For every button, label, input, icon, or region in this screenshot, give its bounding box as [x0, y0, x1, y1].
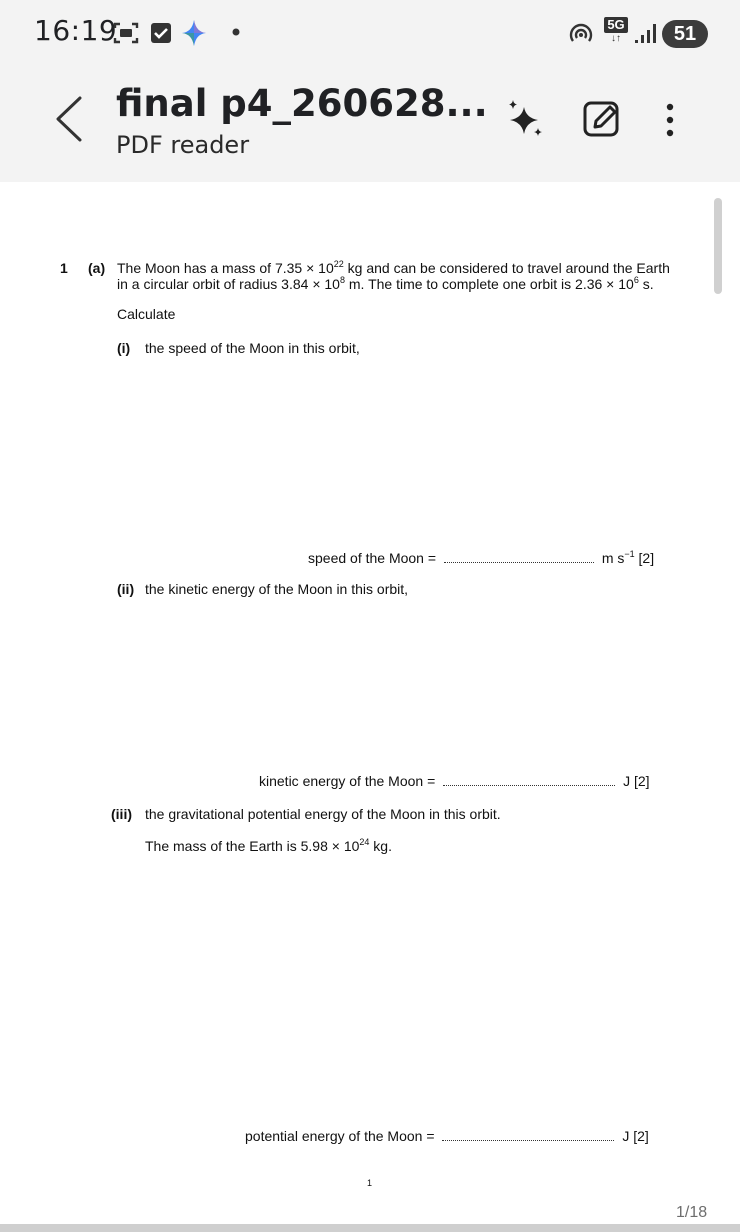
sparkle-icon[interactable] — [504, 98, 546, 140]
answer-blank[interactable] — [442, 1128, 614, 1141]
pdf-page[interactable] — [0, 182, 740, 1224]
calculate-label: Calculate — [117, 306, 176, 322]
hotspot-icon — [568, 22, 594, 48]
answer-label: speed of the Moon = — [308, 550, 437, 566]
bottom-bar — [0, 1224, 740, 1232]
answer-blank[interactable] — [444, 550, 594, 563]
signal-icon — [634, 22, 658, 44]
given-text: kg. — [369, 838, 392, 854]
more-icon[interactable] — [662, 102, 678, 138]
unit: J — [623, 773, 631, 789]
part-iii-text: the gravitational potential energy of the Moon in this orbit. — [145, 806, 501, 822]
part-i-text: the speed of the Moon in this orbit, — [145, 340, 360, 356]
intro-text: kg and can be considered to travel around the Earth — [343, 260, 670, 276]
exponent: 6 — [633, 275, 639, 285]
network-label: 5G — [604, 17, 628, 33]
edit-icon[interactable] — [582, 100, 622, 140]
page-indicator: 1/18 — [676, 1204, 708, 1221]
network-5g-icon: 5G ↓↑ — [604, 17, 628, 51]
scrollbar-thumb[interactable] — [714, 198, 722, 294]
unit: J — [622, 1128, 630, 1144]
intro-line-1 — [117, 260, 670, 276]
back-icon[interactable] — [50, 94, 90, 144]
gemini-sparkle-icon — [180, 18, 208, 48]
intro-line-2 — [117, 276, 654, 292]
exponent: 8 — [339, 275, 345, 285]
exponent: 24 — [359, 837, 370, 847]
battery-icon — [662, 20, 708, 48]
intro-text: The Moon has a mass of 7.35 × 10 — [117, 260, 334, 276]
screenshot-icon — [112, 20, 140, 46]
checkbox-icon — [150, 22, 172, 44]
question-number: 1 — [60, 260, 68, 276]
marks: [2] — [633, 773, 650, 789]
app-bar — [0, 68, 740, 180]
marks: [2] — [638, 550, 655, 566]
part-iii-answer-line — [245, 1128, 649, 1144]
status-time: 16:19 — [34, 14, 118, 47]
part-iii-given — [145, 838, 392, 854]
intro-text: m. The time to complete one orbit is 2.36 × 10 — [344, 276, 634, 292]
intro-text: s. — [638, 276, 654, 292]
pdf-page-number: 1 — [367, 1178, 373, 1188]
dot-icon — [232, 28, 240, 36]
part-iii-label: (iii) — [111, 806, 132, 822]
given-text: The mass of the Earth is 5.98 × 10 — [145, 838, 360, 854]
part-ii-label: (ii) — [117, 581, 135, 597]
part-i-answer-line — [308, 550, 654, 566]
battery-level: 51 — [673, 23, 697, 45]
document-title: final p4_260628... — [116, 82, 488, 125]
unit-exponent: −1 — [624, 549, 635, 559]
document-subtitle: PDF reader — [116, 131, 250, 159]
exponent: 22 — [333, 259, 344, 269]
part-a-label: (a) — [88, 260, 106, 276]
part-ii-text: the kinetic energy of the Moon in this orbit, — [145, 581, 409, 597]
marks: [2] — [633, 1128, 649, 1144]
unit: m s — [601, 550, 625, 566]
part-i-label: (i) — [117, 340, 131, 356]
answer-blank[interactable] — [443, 773, 615, 786]
answer-label: potential energy of the Moon = — [245, 1128, 435, 1144]
part-ii-answer-line — [259, 773, 650, 789]
intro-text: in a circular orbit of radius 3.84 × 10 — [117, 276, 340, 292]
status-bar — [0, 0, 740, 68]
answer-label: kinetic energy of the Moon = — [259, 773, 436, 789]
